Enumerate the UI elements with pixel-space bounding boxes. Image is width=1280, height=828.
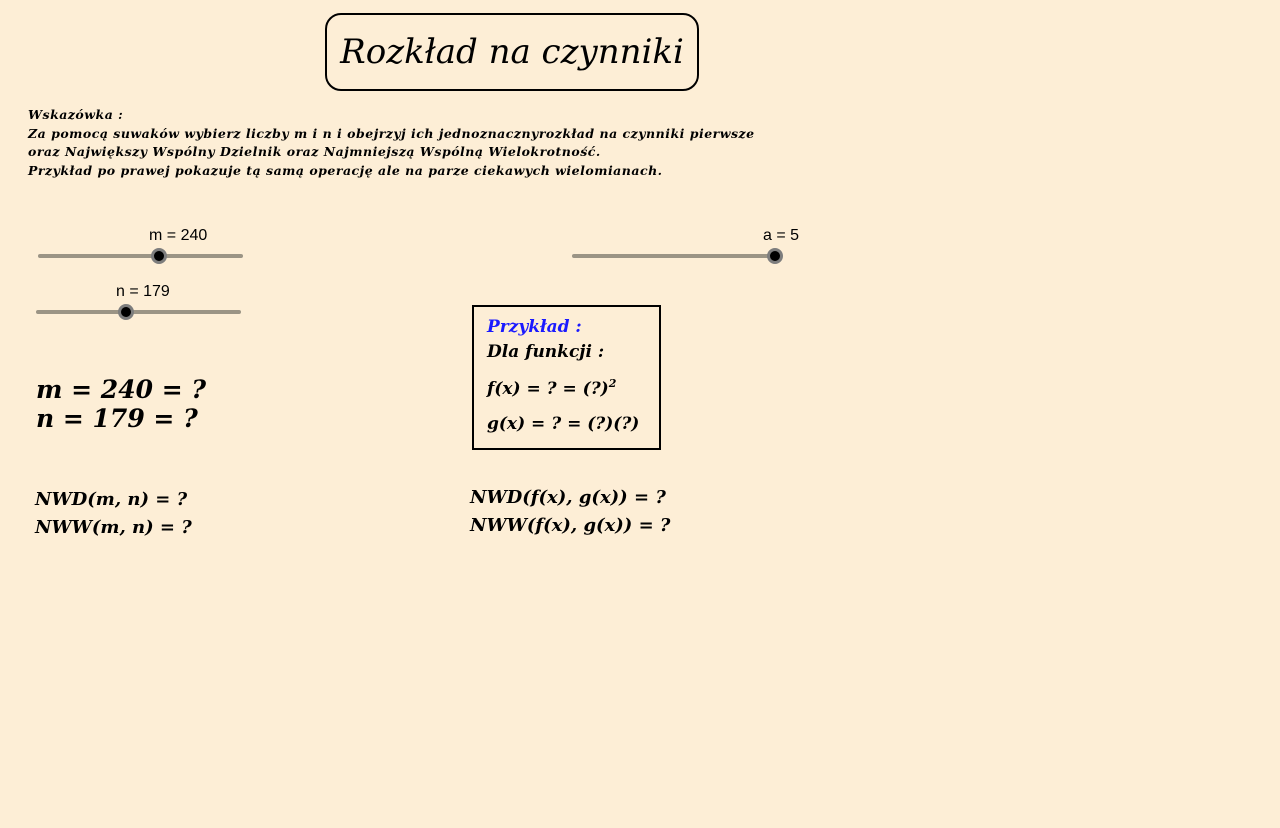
slider-m[interactable] bbox=[38, 241, 243, 271]
page-title: Rozkład na czynniki bbox=[340, 32, 684, 72]
slider-a-label: a = 5 bbox=[763, 227, 800, 244]
slider-n-label: n = 179 bbox=[116, 283, 170, 300]
hint-line: Za pomocą suwaków wybierz liczby m i n i obejrzyj ich jednoznacznyrozkład na czynniki pierwsze bbox=[28, 125, 755, 141]
factorization-block bbox=[36, 375, 206, 433]
n-factorization: n = 179 = ? bbox=[36, 404, 198, 433]
g-function: g(x) = ? = (?)(?) bbox=[487, 414, 640, 434]
slider-a[interactable] bbox=[572, 241, 777, 271]
slider-m-track[interactable] bbox=[38, 254, 243, 258]
nww-expression: NWW(m, n) = ? bbox=[35, 517, 192, 538]
m-factorization: m = 240 = ? bbox=[36, 375, 206, 404]
slider-n-track[interactable] bbox=[36, 310, 241, 314]
f-function bbox=[487, 371, 659, 402]
slider-n[interactable] bbox=[36, 297, 241, 327]
poly-nwd-expression: NWD(f(x), g(x)) = ? bbox=[470, 487, 666, 508]
hint-heading: Wskazówka : bbox=[28, 107, 124, 122]
hint-line: oraz Największy Wspólny Dzielnik oraz Najmniejszą Wspólną Wielokrotność. bbox=[28, 144, 601, 159]
slider-m-handle[interactable] bbox=[151, 248, 167, 264]
example-heading: Przykład : bbox=[487, 317, 582, 337]
slider-n-handle[interactable] bbox=[118, 304, 134, 320]
poly-nww-expression: NWW(f(x), g(x)) = ? bbox=[470, 515, 671, 536]
hint-text bbox=[28, 106, 755, 180]
slider-a-track[interactable] bbox=[572, 254, 777, 258]
nwd-expression: NWD(m, n) = ? bbox=[35, 489, 188, 510]
example-box bbox=[472, 305, 661, 450]
f-function-text: f(x) = ? = (?) bbox=[487, 379, 609, 399]
hint-line: Przykład po prawej pokazuje tą samą operację ale na parze ciekawych wielomianach. bbox=[28, 162, 663, 178]
example-subheading: Dla funkcji : bbox=[487, 342, 605, 362]
slider-m-label: m = 240 bbox=[149, 227, 208, 244]
slider-a-handle[interactable] bbox=[767, 248, 783, 264]
f-exponent: 2 bbox=[608, 377, 617, 390]
poly-gcd-lcm-block bbox=[470, 484, 670, 540]
title-box bbox=[325, 13, 699, 91]
gcd-lcm-block bbox=[35, 486, 192, 542]
